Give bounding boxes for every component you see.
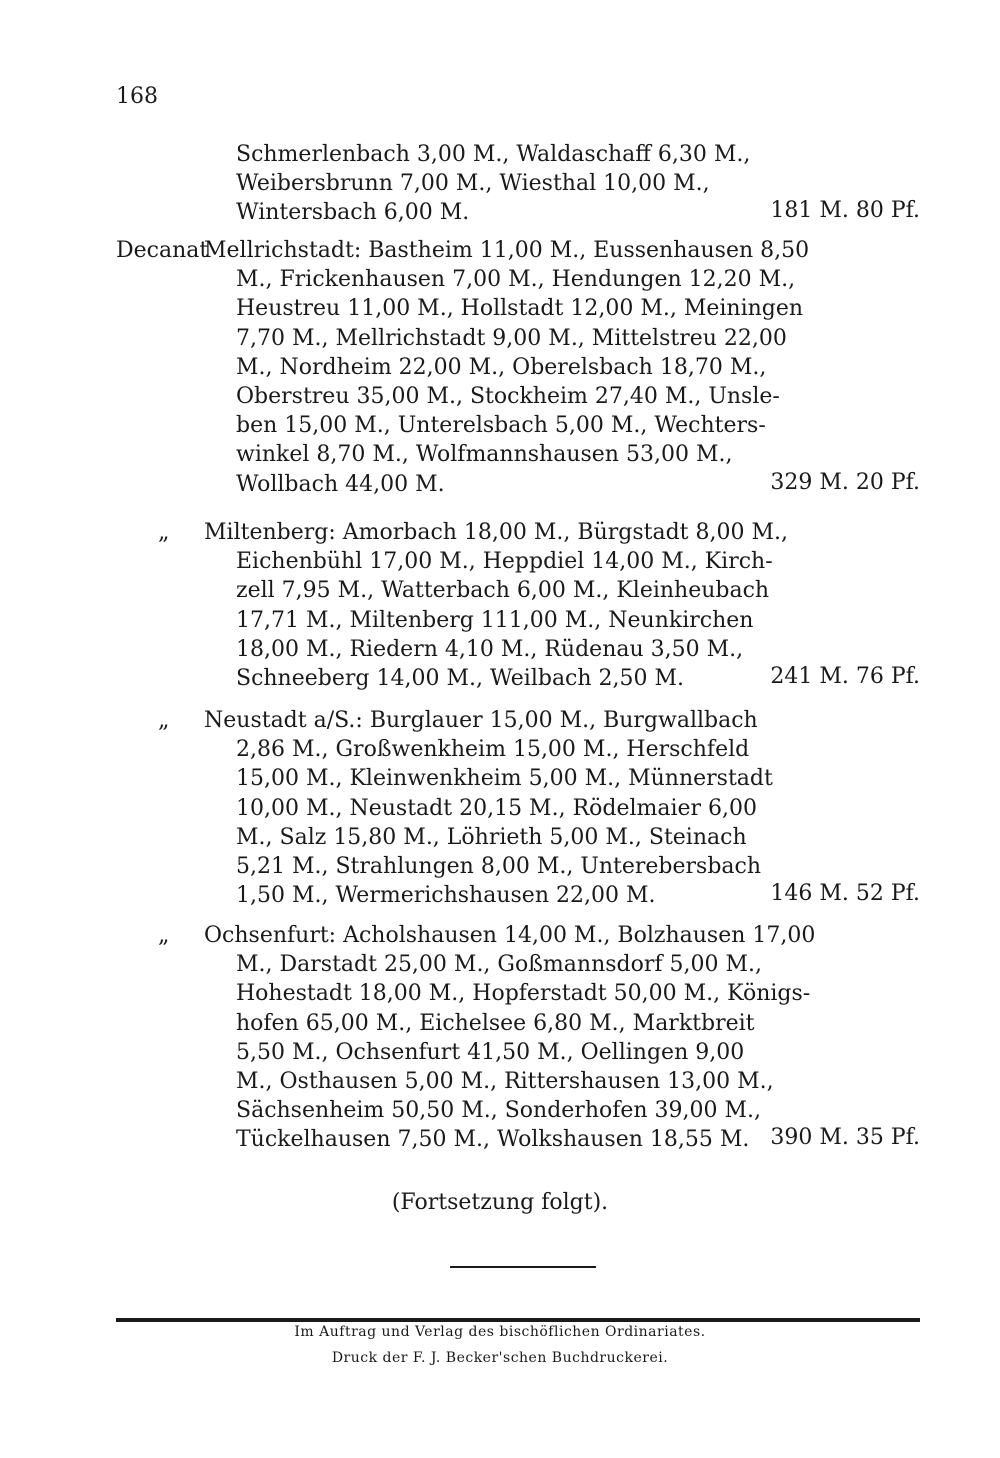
footer-rule xyxy=(116,1318,920,1322)
entry-line: winkel 8,70 M., Wolfmannshausen 53,00 M., xyxy=(236,442,733,468)
entry-line: Neustadt a/S.: Burglauer 15,00 M., Burgwallbach xyxy=(204,708,758,733)
continued-note: (Fortsetzung folgt). xyxy=(391,1190,609,1215)
entry-line: Schmerlenbach 3,00 M., Waldaschaff 6,30 M., xyxy=(236,142,751,167)
entry-total: 390 M. 35 Pf. xyxy=(770,1125,920,1151)
entry-line: Heustreu 11,00 M., Hollstadt 12,00 M., Meiningen xyxy=(236,296,804,322)
entry-line: ben 15,00 M., Unterelsbach 5,00 M., Wechters- xyxy=(236,413,766,439)
entry-line: 5,50 M., Ochsenfurt 41,50 M., Oellingen 9,00 xyxy=(236,1039,745,1065)
entry-line: Sächsenheim 50,50 M., Sonderhofen 39,00 M., xyxy=(236,1098,762,1124)
entry-line: Oberstreu 35,00 M., Stockheim 27,40 M., Unsle- xyxy=(236,384,780,409)
entry-line: Miltenberg: Amorbach 18,00 M., Bürgstadt 8,00 M., xyxy=(204,520,788,545)
colophon-line: Im Auftrag und Verlag des bischöflichen Ordinariates. xyxy=(294,1324,706,1340)
colophon-line: Druck der F. J. Becker'schen Buchdruckerei. xyxy=(331,1350,669,1366)
entry-line: 18,00 M., Riedern 4,10 M., Rüdenau 3,50 M., xyxy=(236,636,744,662)
entry-line: M., Osthausen 5,00 M., Rittershausen 13,00 M., xyxy=(236,1069,774,1094)
entry-line: M., Salz 15,80 M., Löhrieth 5,00 M., Steinach xyxy=(236,824,747,850)
entry-line: 10,00 M., Neustadt 20,15 M., Rödelmaier 6,00 xyxy=(236,795,758,821)
entry-line: Schneeberg 14,00 M., Weilbach 2,50 M. xyxy=(236,666,685,691)
entry-line: Wintersbach 6,00 M. xyxy=(236,200,470,226)
entry-line: M., Nordheim 22,00 M., Oberelsbach 18,70 M., xyxy=(236,354,767,380)
entry-label: „ xyxy=(158,923,170,948)
entry-line: 7,70 M., Mellrichstadt 9,00 M., Mittelstreu 22,00 xyxy=(236,325,787,351)
entry-total: 329 M. 20 Pf. xyxy=(770,469,920,495)
page-number: 168 xyxy=(116,84,158,109)
entry-total: 146 M. 52 Pf. xyxy=(770,881,920,907)
entry-total: 241 M. 76 Pf. xyxy=(770,664,920,689)
entry-line: Eichenbühl 17,00 M., Heppdiel 14,00 M., Kirch- xyxy=(236,549,773,575)
entry-line: M., Darstadt 25,00 M., Goßmannsdorf 5,00 M., xyxy=(236,952,763,978)
entry-line: 15,00 M., Kleinwenkheim 5,00 M., Münnerstadt xyxy=(236,766,773,792)
entry-line: Wollbach 44,00 M. xyxy=(236,471,445,497)
entry-total: 181 M. 80 Pf. xyxy=(770,198,920,224)
entry-label: „ xyxy=(158,520,170,545)
entry-line: Tückelhausen 7,50 M., Wolkshausen 18,55 M. xyxy=(236,1127,750,1153)
entry-line: Hohestadt 18,00 M., Hopferstadt 50,00 M., Königs- xyxy=(236,981,811,1007)
entry-line: 2,86 M., Großwenkheim 15,00 M., Herschfeld xyxy=(236,737,750,763)
short-divider xyxy=(450,1266,596,1268)
entry-line: zell 7,95 M., Watterbach 6,00 M., Kleinheubach xyxy=(236,578,770,604)
entry-line: 17,71 M., Miltenberg 111,00 M., Neunkirchen xyxy=(236,607,754,633)
entry-line: 5,21 M., Strahlungen 8,00 M., Unterebersbach xyxy=(236,854,762,879)
entry-line: Weibersbrunn 7,00 M., Wiesthal 10,00 M., xyxy=(236,171,710,197)
entry-line: 1,50 M., Wermerichshausen 22,00 M. xyxy=(236,883,656,909)
entry-line: Ochsenfurt: Acholshausen 14,00 M., Bolzhausen 17,00 xyxy=(204,923,816,948)
entry-line: M., Frickenhausen 7,00 M., Hendungen 12,20 M., xyxy=(236,267,796,293)
entry-line: hofen 65,00 M., Eichelsee 6,80 M., Marktbreit xyxy=(236,1010,755,1036)
entry-label: „ xyxy=(158,708,170,733)
entry-label: Decanat xyxy=(116,238,209,263)
entry-line: Mellrichstadt: Bastheim 11,00 M., Eussenhausen 8,50 xyxy=(204,238,810,263)
